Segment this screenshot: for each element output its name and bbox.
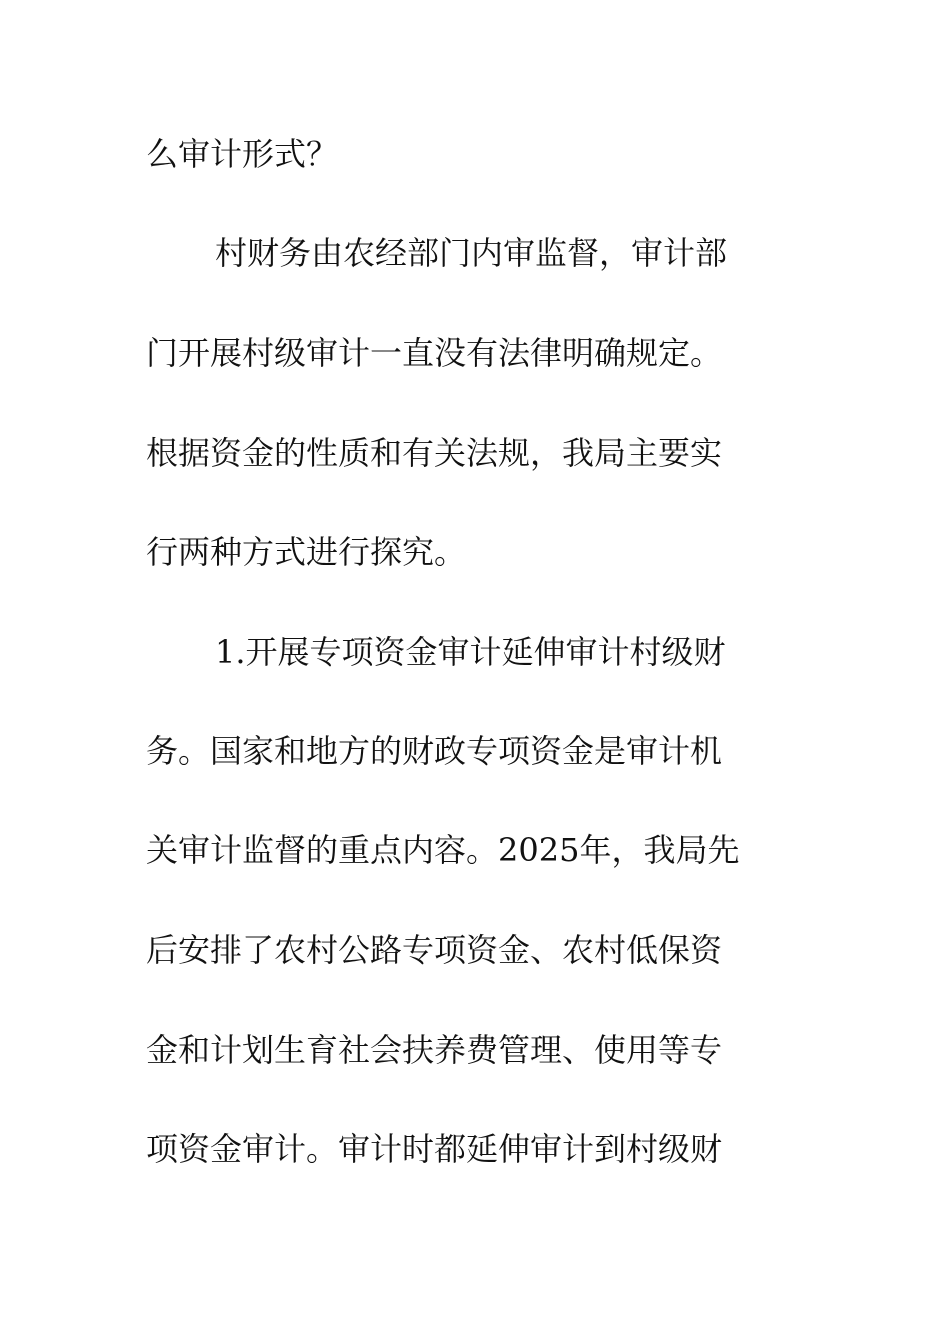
text-line-5: 行两种方式进行探究。 <box>146 533 467 571</box>
text-line-3: 门开展村级审计一直没有法律明确规定。 <box>146 334 723 372</box>
text-line-6: 1.开展专项资金审计延伸审计村级财 <box>215 633 726 671</box>
text-line-11: 项资金审计。审计时都延伸审计到村级财 <box>146 1130 723 1168</box>
text-line-10: 金和计划生育社会扶养费管理、使用等专 <box>146 1031 723 1069</box>
text-line-2: 村财务由农经部门内审监督，审计部 <box>215 234 728 272</box>
text-line-4: 根据资金的性质和有关法规，我局主要实 <box>146 434 723 472</box>
text-line-9: 后安排了农村公路专项资金、农村低保资 <box>146 931 723 969</box>
text-line-1: 么审计形式？ <box>146 135 339 173</box>
text-line-7: 务。国家和地方的财政专项资金是审计机 <box>146 732 723 770</box>
text-line-8: 关审计监督的重点内容。2025年，我局先 <box>146 831 740 869</box>
